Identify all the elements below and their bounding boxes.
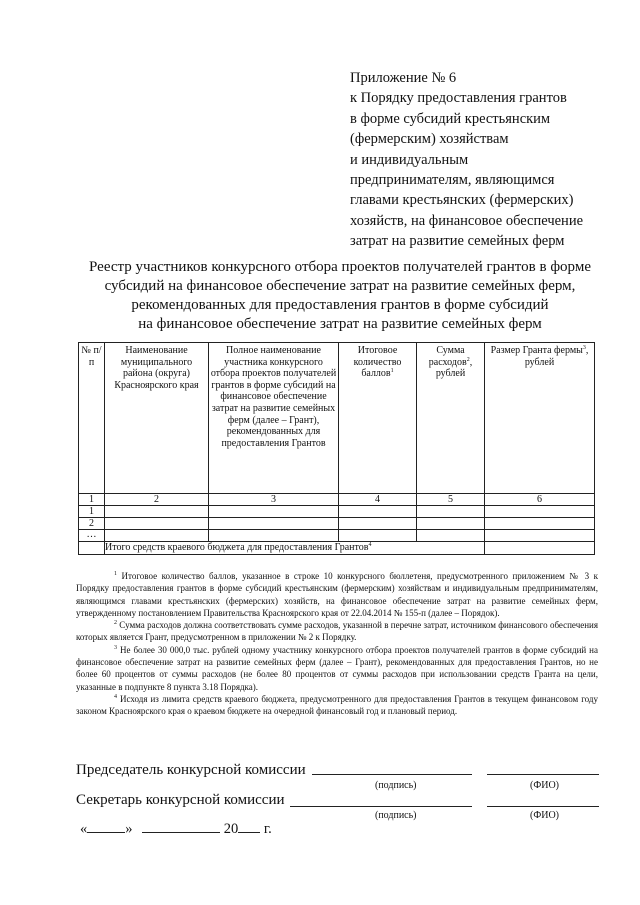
header-participant: Полное наименование участника конкурсного отбора проектов получателей грантов в форме субсидий на финансовое обеспечение затрат на развитие семейных ферм (далее – Грант), рекомендованных для предоставления Грантов — [209, 343, 339, 494]
footnote: $^3$ Не более 30 000,0 тыс. рублей одному участнику конкурсного отбора проектов получателей грантов в форме субсидий на финансовое обеспечение затрат на развитие семейных ферм (далее – Грант), рекомендованных для предоставления Грантов, но не более 60 процентов от суммы расходов (не более 80 процентов от суммы расходов при использовании средств Гранта на цели, указанные в подпункте 8 пункта 3.18 Порядка). — [76, 644, 598, 692]
annex-line: в форме субсидий крестьянским — [350, 110, 551, 127]
header-expenses-text: Сумма расходов — [428, 345, 467, 368]
annex-line: главами крестьянских (фермерских) — [350, 192, 574, 209]
name-caption: (ФИО) — [530, 810, 560, 821]
date-year-suffix: г. — [263, 821, 272, 837]
header-score — [339, 343, 417, 494]
table-header-row — [79, 343, 595, 494]
table-row — [79, 506, 595, 518]
secretary-signature-line[interactable] — [290, 794, 472, 807]
secretary-label: Секретарь конкурсной комиссии — [76, 792, 285, 808]
registry-table — [78, 342, 595, 555]
annex-line: Приложение № 6 — [350, 70, 457, 86]
annex-block — [350, 68, 610, 252]
header-grant-unit: , рублей — [524, 345, 589, 368]
column-number: 4 — [339, 494, 417, 506]
date-open-quote: « — [80, 821, 88, 837]
chairman-name-line[interactable] — [487, 762, 599, 775]
signature-caption: (подпись) — [375, 810, 417, 821]
header-district: Наименование муниципального района (округа) Красноярского края — [105, 343, 209, 494]
annex-line: к Порядку предоставления грантов — [350, 90, 567, 107]
date-day-blank[interactable] — [87, 820, 125, 833]
header-score-text: Итоговое количество баллов — [353, 345, 402, 380]
header-number: № п/п — [79, 343, 105, 494]
title-line: Реестр участников конкурсного отбора проектов получателей грантов в форме — [89, 259, 591, 275]
date-year-prefix: 20 — [223, 821, 239, 837]
title-line: рекомендованных для предоставления грантов в форме субсидий — [131, 297, 549, 313]
total-row — [79, 542, 595, 555]
table-row — [79, 530, 595, 542]
name-caption: (ФИО) — [530, 780, 560, 791]
header-expenses-unit: , рублей — [435, 356, 473, 380]
annex-line: (фермерским) хозяйствам — [350, 131, 509, 148]
footnote: $^4$ Исходя из лимита средств краевого бюджета, предусмотренного для предоставления Грантов в текущем финансовом году законом Красноярского края о краевом бюджете на очередной финансовый год и плановый период. — [76, 693, 598, 717]
column-number: 6 — [485, 494, 595, 506]
footnote-ref: 2 — [466, 356, 470, 363]
row-number: … — [79, 530, 105, 542]
footnote-ref: 4 — [368, 542, 372, 548]
document-title — [60, 258, 620, 334]
chairman-signature-line[interactable] — [312, 762, 472, 775]
row-number: 2 — [79, 518, 105, 530]
title-line: субсидий на финансовое обеспечение затрат на развитие семейных ферм, — [104, 278, 576, 294]
header-grant-size — [485, 343, 595, 494]
annex-line: затрат на развитие семейных ферм — [350, 233, 565, 250]
total-value — [485, 542, 595, 555]
date-line — [80, 820, 272, 838]
header-expenses — [417, 343, 485, 494]
table-row — [79, 518, 595, 530]
column-number: 2 — [105, 494, 209, 506]
annex-line: хозяйств, на финансовое обеспечение — [350, 212, 584, 229]
annex-line: предпринимателям, являющимся — [350, 172, 555, 189]
date-month-blank[interactable] — [142, 820, 220, 833]
column-number: 5 — [417, 494, 485, 506]
date-year-blank[interactable] — [238, 820, 260, 833]
secretary-name-line[interactable] — [487, 794, 599, 807]
total-label-text: Итого средств краевого бюджета для предоставления Грантов — [105, 542, 369, 553]
footnotes — [76, 570, 598, 718]
footnote: $^2$ Сумма расходов должна соответствовать сумме расходов, указанной в перечне затрат, источником финансового обеспечения которых является Грант, предусмотренном в приложении № 2 к Порядку. — [76, 620, 598, 643]
row-number: 1 — [79, 506, 105, 518]
column-number: 3 — [209, 494, 339, 506]
signature-caption: (подпись) — [375, 780, 417, 791]
column-number-row — [79, 494, 595, 506]
column-number: 1 — [79, 494, 105, 506]
chairman-label: Председатель конкурсной комиссии — [76, 762, 306, 778]
footnote: $^1$ Итоговое количество баллов, указанное в строке 10 конкурсного бюллетеня, предусмотренного приложением № 3 к Порядку предоставления грантов в форме субсидий крестьянским (фермерским) хозяйствам и индивидуальным предпринимателям, являющимся главами крестьянских (фермерских) хозяйств, на финансовое обеспечение затрат на развитие семейных ферм, утвержденному постановлением Правительства Красноярского края от 22.04.2014 № 155-п (далее – Порядок). — [76, 571, 599, 618]
footnote-ref: 1 — [390, 368, 394, 375]
annex-line: и индивидуальным — [350, 151, 469, 168]
total-label — [105, 542, 485, 555]
date-close-quote: » — [125, 821, 133, 837]
footnote-ref: 3 — [582, 345, 586, 351]
header-grant-text: Размер Гранта фермы — [490, 345, 583, 356]
title-line: на финансовое обеспечение затрат на развитие семейных ферм — [138, 316, 542, 332]
